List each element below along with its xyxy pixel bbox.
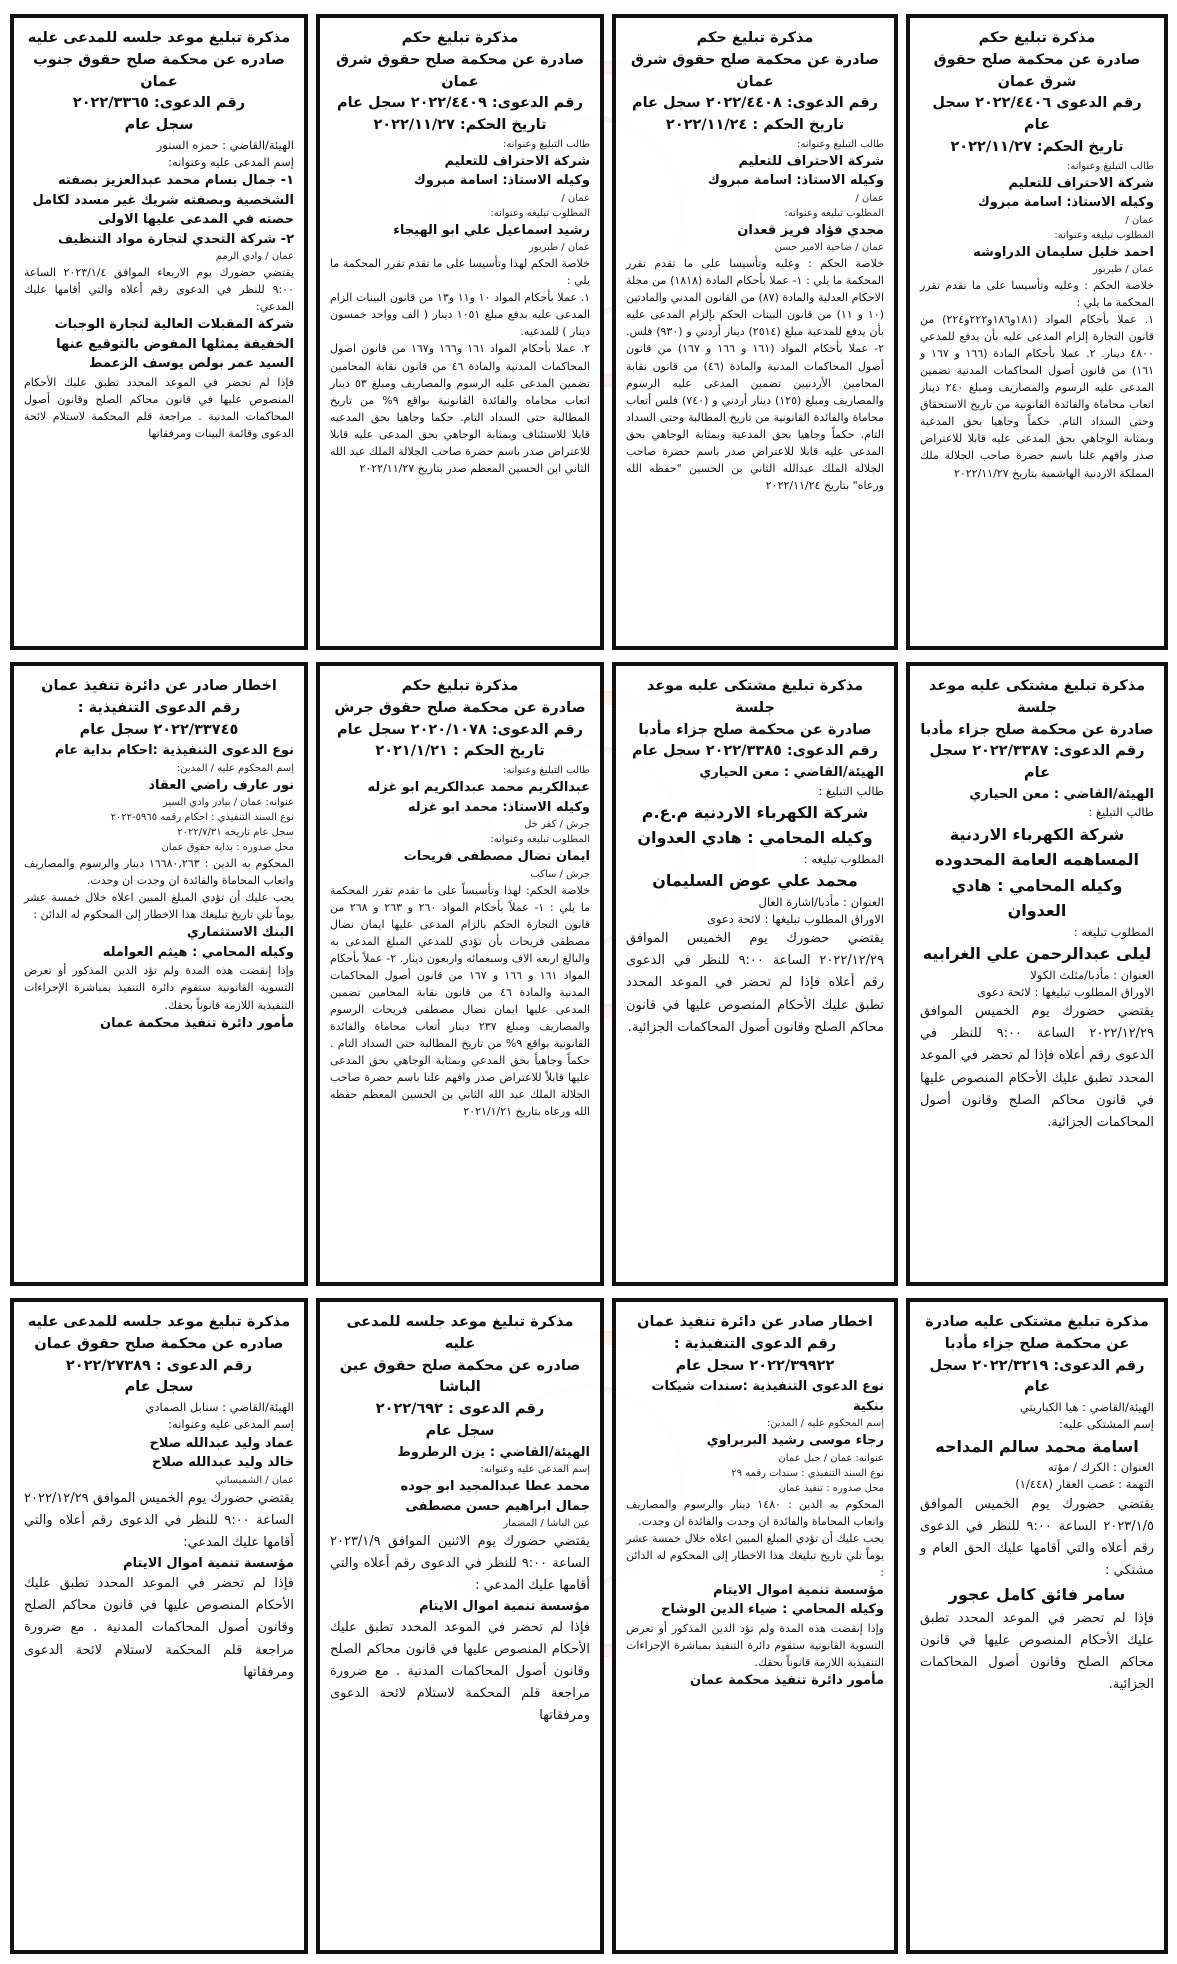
notice-line: فإذا لم تحضر في الموعد المحدد تطبق عليك الأحكام المنصوص عليها في قانون محاكم الصلح وقانون أصول المحاكمات الجزائية. <box>920 1610 1154 1692</box>
notice-line: مأمور دائرة تنفيذ محكمة عمان <box>690 1673 884 1689</box>
notice-line: عمان / ضاحية الامير حسن <box>774 242 884 254</box>
notice-line: اخطار صادر عن دائرة تنفيذ عمان <box>41 678 277 694</box>
notice-line: ٢٠٢٢/٣٩٩٢٢ سجل عام <box>675 1357 835 1374</box>
notice-line: عنوانه: عمان / بيادر وادي السير <box>162 797 294 809</box>
notice-line: خلاصة الحكم : وعليه وتأسيسا على ما تقدم تقرر المحكمة ما يلي : <box>920 279 1154 310</box>
notice-line: الهيئة/القاضي : سنابل الصمادي <box>145 1400 294 1414</box>
notice-line: محمد عطا عبدالمجيد ابو جوده <box>400 1479 590 1494</box>
notice-line: نوع الدعوى التنفيذية :احكام بداية عام <box>54 743 294 759</box>
notice-card <box>10 14 308 650</box>
notice-line: صادرة عن محكمة صلح حقوق شرق عمان <box>631 51 879 90</box>
notice-line: مذكرة تبليغ موعد جلسه للمدعى عليه <box>27 1314 291 1330</box>
notice-line: محل صدوره : بداية حقوق عمان <box>161 842 294 854</box>
notice-line: رقم الدعوى: ٢٠٢٢/٤٤٠٨ سجل عام <box>631 95 879 112</box>
notice-card <box>906 14 1168 650</box>
notice-line: مؤسسة تنمية اموال الايتام <box>123 1555 294 1571</box>
notice-line: ١- جمال بسام محمد عبدالعزيز بصفته الشخصية وبصفته شريك غير مسدد لكامل حصته في المدعى عليها الاولى <box>32 173 294 228</box>
notice-line: وكيله المحامي : هيثم العوامله <box>102 944 294 960</box>
notice-line: المطلوب تبليغه وعنوانه: <box>490 207 590 219</box>
notice-line: رجاء موسى رشيد البربراوي <box>706 1433 884 1449</box>
notice-line: مذكرة تبليغ حكم <box>696 30 814 46</box>
notice-card <box>906 662 1168 1286</box>
notice-line: العنوان : الكرك / مؤته <box>1047 1460 1154 1475</box>
notice-line: شركة الكهرباء الاردنية م.ع.م <box>641 802 869 822</box>
notice-line: طالب التبليغ وعنوانه: <box>796 138 884 150</box>
notice-line: عمان / وادي الرمم <box>215 251 294 263</box>
notice-line: نوع الدعوى التنفيذية :سندات شيكات بنكية <box>651 1379 884 1414</box>
notice-line: شركة الاحتراف للتعليم <box>444 153 590 169</box>
notice-line: رقم الدعوى التنفيذية : <box>77 699 241 716</box>
notice-line: المطلوب تبليغه وعنوانه: <box>490 834 590 845</box>
notice-line: وكيله المحامي : هادي العدوان <box>951 875 1123 921</box>
notice-line: رقم الدعوى : ٢٠٢٢/٢٧٣٨٩ <box>65 1357 253 1374</box>
notice-line: فإذا لم تحضر في الموعد المحدد تطبق عليك الأحكام المنصوص عليها في قانون محاكم الصلح وقانون أصول المحاكمات المدنية . مع ضرورة مراجعة قلم المحكمة لاستلام لائحة الدعوى ومرفقاتها <box>24 1576 294 1680</box>
notice-line: طالب التبليغ وعنوانه: <box>502 138 590 150</box>
notice-line: رقم الدعوى: ٢٠٢٢/٣٢١٩ سجل عام <box>929 1357 1145 1396</box>
notice-line: احمد خليل سليمان الدراوشه <box>973 244 1154 260</box>
notice-line: وكيله الاستاذ: اسامة مبروك <box>977 195 1154 210</box>
notice-line: إسم المدعى عليه وعنوانه: <box>168 1417 294 1432</box>
notice-line: خلاصة الحكم : وعليه وتأسيسا على ما تقدم تقرر المحكمة ما يلي : ١- عملا بأحكام المادة (١٨١٨) من مجلة الاحكام العدلية والمادة (٨٧) من القانون المدني والمادتين (١٠ و ١١) من قانون البينات الحكم بإلزام المدعى عليه بأن يدفع للمدعية مبلغ (٢٥١٤) دينار أردني و (٩٣٠) فلس. ٢- عملا بأحكام المواد (١٦١ و ١٦٦ و ١٦٧) من قانون أصول المحاكمات المدنية والمادة (٤٦) من قانون نقابة المحامين الأردنيين تضمين المدعى عليه الرسوم والمصاريف ومبلغ (١٢٥) دينار أردني و (٧٤٠) فلس أتعاب محاماة والفائدة القانونية من تاريخ المطالبة وحتى السداد التام. حكماً وجاهيا بحق المدعية وبمثابة الوجاهي بحق المدعى عليه قابلا للاعتراض صدر باسم حضرة صاحب الجلالة الملك عبدالله الثاني بن الحسين "حفظه الله ورعاه" بتاريخ ٢٠٢٢/١١/٢٤ <box>626 257 885 492</box>
notice-line: سجل عام <box>425 1422 495 1439</box>
notice-line: ٢- شركة التحدي لتجارة مواد التنظيف <box>57 231 294 247</box>
notice-line: يقتضي حضورك يوم الاربعاء الموافق ٢٠٢٣/١/٤ الساعة ٩:٠٠ للنظر في الدعوى رقم أعلاه والتي أقامها عليك المدعي: <box>24 266 295 314</box>
notice-line: شركة الاحتراف للتعليم <box>738 153 884 169</box>
notice-line: العنوان : مأدبا/اشارة العال <box>758 894 884 909</box>
notice-line: وإذا إنقضت هذه المدة ولم تؤد الدين المذكور أو تعرض التسوية القانونية ستقوم دائرة التنفيذ بمباشرة الإجراءات التنفيذية اللازمة قانوناً بحقك. <box>626 1621 884 1670</box>
notice-line: صادرة عن محكمة صلح حقوق جرش <box>334 699 586 716</box>
notice-line: ١. عملا بأحكام المواد ١٠ و١١ و١٣ من قانون البينات الزام المدعى عليه بدفع مبلغ ١٠٥١ دينار ( الف وواحد خمسون دينار ) للمدعيه. <box>330 291 591 339</box>
notice-line: مذكرة تبليغ حكم <box>978 30 1096 46</box>
notice-line: صادره عن محكمة صلح حقوق عين الباشا <box>339 1357 581 1396</box>
notice-line: طالب التبليغ وعنوانه: <box>502 765 590 776</box>
notice-line: مذكرة تبليغ مشتكى عليه موعد جلسة <box>928 678 1146 716</box>
notice-line: يقتضي حضورك يوم الاثنين الموافق ٢٠٢٣/١/٩ الساعة ٩:٠٠ للنظر في الدعوى رقم أعلاه والتي أقامها عليك المدعي : <box>330 1534 590 1594</box>
notice-line: عمان / الشميساني <box>215 1474 294 1486</box>
notice-line: مجدي فؤاد فريز قعدان <box>737 222 884 238</box>
notice-line: سامر فائق كامل عجور <box>948 1584 1126 1604</box>
notice-line: شركة المقبلات العالية لتجارة الوجبات الخفيفة يمثلها المفوض بالتوقيع عنها السيد عمر بولص يوسف الزعمط <box>54 317 294 372</box>
notice-line: رقم الدعوى ٢٠٢٢/٤٤٠٦ سجل عام <box>932 95 1142 133</box>
notice-line: رقم الدعوى: ٢٠٢٢/٣٣٨٥ سجل عام <box>631 743 879 760</box>
notice-line: خلاصة الحكم لهذا وتأسيسا على ما تقدم تقرر المحكمة ما يلي : <box>330 257 590 288</box>
notice-line: عماد وليد عبدالله صلاح <box>149 1435 294 1451</box>
notice-card <box>906 1298 1168 1954</box>
notice-line: يجب عليك أن تؤدي المبلغ المبين اعلاه خلال خمسة عشر يوماً تلي تاريخ تبليغك هذا الاخطار إلى المحكوم له الدائن : <box>626 1531 884 1579</box>
notice-card <box>316 1298 604 1954</box>
notice-line: فإذا لم تحضر في الموعد المحدد تطبق عليك الأحكام المنصوص عليها في قانون محاكم الصلح وقانون أصول المحاكمات المدنية . مراجعة قلم المحكمة لاستلام لائحة الدعوى وقائمة البينات ومرفقاتها <box>24 375 294 441</box>
notice-line: صادرة عن محكمة صلح جزاء مأدبا <box>920 721 1154 738</box>
notice-line: العنوان : مأدبا/مثلث الكولا <box>1030 967 1154 982</box>
notice-line: إسم المحكوم عليه / المدين: <box>766 1418 884 1430</box>
notice-line: خلاصة الحكم: لهذا وتأسيساً على ما تقدم تقرر المحكمة ما يلي : ١- عملاً بأحكام المواد ٢٦٠ و ٢٦٣ و ٢٦٨ من قانون التجارة الحكم بالزام المدعى عليها ايمان نضال مصطفى فريحات بأن تؤدي للمدعي المبلغ المدعى به والبالغ اربعه الاف وسبعمائه واربعون دينار. ٢- عملاً بأحكام المواد ١٦١ و ١٦٦ و ١٦٧ من قانون أصول المحاكمات المدنية والمادة ٤٦ من قانون نقابة المحامين تضمين المدعى عليها ايمان نضال مصطفى فريحات الرسوم والمصاريف ومبلغ ٢٣٧ دينار أتعاب محاماة والفائدة القانونية بواقع ٩% من تاريخ المطالبة حتى السداد التام . حكماً وجاهياً بحق المدعي وبمثابة الوجاهي بحق المدعى عليها قابلاً للاعتراض صدر وافهم علنا باسم حضرة صاحب الجلالة الملك عبد الله الثاني بن الحسين المعظم حفظه الله ورعاه بتاريخ ٢٠٢١/١/٢١ <box>330 883 591 1119</box>
notice-line: طالب التبليغ : <box>818 783 884 798</box>
notice-line: وكيله الاستاذ: محمد ابو غزله <box>407 799 590 815</box>
notice-line: المحكوم به الدين : ١٦٦٨٠,٢٦٣ دينار والرسوم والمصاريف واتعاب المحاماة والفائدة ان وجدت ان وجدت. <box>24 857 294 888</box>
notice-line: المطلوب تبليغه : <box>803 851 884 866</box>
notice-line: صادرة عن محكمة صلح حقوق شرق عمان <box>933 51 1141 90</box>
notice-line: رقم الدعوى: ٢٠٢٢/٣٣٦٥ <box>72 95 246 112</box>
notice-line: يقتضي حضورك يوم الخميس الموافق ٢٠٢٣/١/٥ الساعة ٩:٠٠ للنظر في الدعوى رقم أعلاه والتي أقامها عليك الحق العام و مشتكي : <box>920 1496 1155 1578</box>
notice-line: رقم الدعوى : ٢٠٢٢/٦٩٢ <box>375 1401 545 1417</box>
notice-line: ايمان نضال مصطفى فريحات <box>403 849 590 864</box>
notice-line: وإذا إنقضت هذه المدة ولم تؤد الدين المذكور أو تعرض التسوية القانونية ستقوم دائرة التنفيذ بمباشرة الإجراءات التنفيذية اللازمة قانوناً بحقك. <box>24 964 294 1012</box>
notice-line: سجل عام تاريخه ٢٠٢٢/٧/٣١ <box>177 827 294 839</box>
notice-line: تاريخ الحكم : ٢٠٢٢/١١/٢٤ <box>665 117 845 133</box>
notice-line: مذكرة تبليغ حكم <box>401 678 519 694</box>
notice-line: الهيئة/القاضي : يزن الرطروط <box>397 1444 590 1460</box>
notice-line: مذكرة تبليغ موعد جلسه للمدعى عليه <box>346 1314 574 1352</box>
notice-line: المطلوب تبليغه : <box>1073 924 1154 939</box>
notice-line: محل صدوره : تنفيذ عمان <box>778 1482 884 1494</box>
notice-line: نوع السند التنفيذي : احكام رقمه ٥٩٦٥-٢٠٢٢ <box>110 812 294 824</box>
notice-line: عبدالكريم محمد عبدالكريم ابو غزله <box>367 780 590 795</box>
notice-card <box>316 662 604 1286</box>
notice-line: الهيئة/القاضي : معن الحياري <box>699 765 884 780</box>
notice-line: سجل عام <box>124 117 194 133</box>
notice-line: تاريخ الحكم: ٢٠٢٢/١١/٢٧ <box>373 117 547 133</box>
notice-line: جرش / ساكب <box>530 868 590 880</box>
notice-line: وكيله المحامي : ضياء الدين الوشاح <box>661 1602 884 1618</box>
notice-line: مذكرة تبليغ حكم <box>401 30 519 46</box>
notice-line: رقم الدعوى: ٢٠٢٠/١٠٧٨ سجل عام <box>336 721 584 738</box>
notice-line: إسم المحكوم عليه / المدين: <box>176 762 294 774</box>
notice-line: رقم الدعوى: ٢٠٢٢/٤٤٠٩ سجل عام <box>336 95 584 112</box>
notice-line: وكيله المحامي : هادي العدوان <box>637 828 873 848</box>
notice-card <box>10 662 308 1286</box>
notice-line: ليلى عبدالرحمن علي الغرابيه <box>922 944 1152 964</box>
notice-card <box>10 1298 308 1954</box>
notice-line: الهيئة/القاضي : معن الحياري <box>969 786 1154 802</box>
notice-line: رقم الدعوى التنفيذية : <box>673 1335 837 1352</box>
notice-line: اسامة محمد سالم المداحه <box>935 1436 1139 1456</box>
notice-line: البنك الاستثماري <box>186 925 294 941</box>
notice-line: مذكرة تبليغ مشتكى عليه موعد جلسة <box>646 678 864 716</box>
notice-line: رقم الدعوى: ٢٠٢٢/٣٣٨٧ سجل عام <box>929 743 1145 781</box>
notice-line: نور عارف راضي العقاد <box>148 777 294 793</box>
notice-line: الهيئة/القاضي : حمزه السنور <box>156 137 294 152</box>
notice-card <box>612 14 898 650</box>
notice-line: محمد علي عوض السليمان <box>652 871 858 891</box>
notice-line: الهيئة/القاضي : هيا الكباريتي <box>1019 1400 1154 1414</box>
notice-line: تاريخ الحكم : ٢٠٢١/١/٢١ <box>375 743 545 760</box>
notice-line: عمان / <box>855 192 884 204</box>
notice-line: صادرة عن محكمة صلح جزاء مأدبا <box>638 721 872 738</box>
notice-line: سجل عام <box>124 1379 194 1396</box>
notice-line: جمال ابراهيم حسن مصطفى <box>405 1498 590 1514</box>
notice-line: عمان / طبربور <box>1092 264 1154 275</box>
notice-line: اخطار صادر عن دائرة تنفيذ عمان <box>637 1314 873 1330</box>
notice-line: الاوراق المطلوب تبليغها : لائحة دعوى <box>706 912 884 927</box>
notice-line: ١. عملا بأحكام المواد (١٨١و١٨٦و٢٢٢و٢٢٤) من قانون التجارة إلزام المدعى عليه بأن يدفع للمدعي ٤٨٠٠ دينار. ٢. عملا بأحكام المادة (١٦٦ و ١٦٧ و ١٦١) من قانون أصول المحاكمات المدنية تضمين المدعى عليه الرسوم والمصاريف ومبلغ ٢٤٠ دينار اتعاب محاماة والفائدة القانونية من تاريخ الاستحقاق وحتى السداد التام. حكماً وجاهيا بحق المدعية وبمثابة الوجاهي بحق المدعى عليه قابلا للاعتراض صدر وافهم علنا باسم حضرة صاحب الجلالة ملك المملكة الاردنية الهاشمية بتاريخ ٢٠٢٢/١١/٢٧ <box>920 313 1154 480</box>
notice-line: نوع السند التنفيذي : سندات رقمه ٢٩ <box>731 1467 884 1479</box>
notice-card <box>316 14 604 650</box>
notice-line: المحكوم به الدين : ١٤٨٠ دينار والرسوم والمصاريف واتعاب المحاماة والفائدة ان وجدت والفائدة ان وجدت. <box>626 1497 884 1528</box>
notice-line: صادره عن محكمة صلح حقوق عمان <box>34 1335 284 1352</box>
notice-line: رشيد اسماعيل علي ابو الهيجاء <box>393 222 590 238</box>
notice-line: يقتضي حضورك يوم الخميس الموافق ٢٠٢٢/١٢/٢٩ الساعة ٩:٠٠ للنظر في الدعوى رقم أعلاه فإذا لم تحضر في الموعد المحدد تطبق عليك الأحكام المنصوص عليها في قانون محاكم الصلح وقانون أصول المحاكمات الجزائية. <box>920 1004 1155 1130</box>
notice-line: يجب عليك أن تؤدي المبلغ المبين اعلاه خلال خمسة عشر يوماً تلي تاريخ تبليغك هذا الاخطار إلى المحكوم له الدائن : <box>24 891 294 922</box>
notice-line: مأمور دائرة تنفيذ محكمة عمان <box>100 1015 294 1031</box>
notice-line: يقتضي حضورك يوم الخميس الموافق ٢٠٢٢/١٢/٢٩ الساعة ٩:٠٠ للنظر في الدعوى رقم أعلاه فإذا لم تحضر في الموعد المحدد تطبق عليك الأحكام المنصوص عليها في قانون محاكم الصلح وقانون أصول المحاكمات الجزائية. <box>626 931 885 1035</box>
notice-line: عنوانه: عمان / جبل عمان <box>778 1452 884 1464</box>
notice-card <box>612 1298 898 1954</box>
notice-line: عمان / <box>561 192 590 204</box>
notice-line: شركة الاحتراف للتعليم <box>1008 175 1154 191</box>
notice-card <box>612 662 898 1286</box>
notice-line: التهمة : غصب العقار (١/٤٤٨) <box>1015 1477 1154 1492</box>
notice-line: وكيله الاستاذ: اسامة مبروك <box>707 173 884 189</box>
notice-line: المطلوب تبليغه وعنوانه: <box>1054 229 1154 241</box>
notice-line: وكيله الاستاذ: اسامة مبروك <box>413 173 590 189</box>
notice-line: ٢. عملا بأحكام المواد ١٦١ و١٦٦ و١٦٧ من قانون اصول المحاكمات المدنية والمادة ٤٦ من قانون نقابة المحامين تضمين المدعى عليه الرسوم والمصاريف ومبلغ ٥٣ دينار اتعاب محاماه والفائدة القانونية بواقع ٩% من تاريخ المطالبة حتى السداد التام. حكما وجاهيا بحق المدعيه قابلا للاستئناف وبمثابة الوجاهي بحق المدعى عليه قابلا للاعتراض صدر باسم حضرة صاحب الجلالة الملك عبد الله الثاني ابن الحسين المعظم صدر بتاريخ ٢٠٢٢/١١/٢٧ <box>330 342 591 475</box>
notice-line: فإذا لم تحضر في الموعد المحدد تطبق عليك الأحكام المنصوص عليها في قانون محاكم الصلح وقانون أصول المحاكمات المدنية . مع ضرورة مراجعة قلم المحكمة لاستلام لائحة الدعوى ومرفقاتها <box>330 1619 590 1724</box>
notice-line: مذكرة تبليغ موعد جلسه للمدعى عليه صادره عن محكمة صلح حقوق جنوب عمان <box>27 30 291 90</box>
notice-line: مذكرة تبليغ مشتكى عليه صادرة عن محكمة صلح جزاء مأدبا <box>925 1314 1149 1352</box>
notice-line: مؤسسة تنمية اموال الايتام <box>419 1599 590 1615</box>
notice-line: إسم المدعى عليه وعنوانه: <box>480 1464 590 1475</box>
notice-line: إسم المشتكى عليه: <box>1059 1417 1154 1432</box>
notice-line: عين الباشا / المضمار <box>503 1518 590 1529</box>
notice-line: عمان / طبربور <box>528 242 590 254</box>
notice-line: صادرة عن محكمة صلح حقوق شرق عمان <box>336 51 584 90</box>
notice-line: شركة الكهرباء الاردنية المساهمه العامة المحدوده <box>935 824 1139 870</box>
notice-line: المطلوب تبليغه وعنوانه: <box>784 207 884 219</box>
notice-line: جرش / كفر خل <box>524 819 590 830</box>
notice-line: إسم المدعى عليه وعنوانه: <box>168 155 294 169</box>
notice-line: طالب التبليغ وعنوانه: <box>1066 160 1154 172</box>
notice-line: الاوراق المطلوب تبليغها : لائحة دعوى <box>976 984 1154 999</box>
notice-line: عمان / <box>1125 214 1154 226</box>
notice-line: ٢٠٢٢/٣٣٧٤٥ سجل عام <box>79 721 239 738</box>
notice-line: تاريخ الحكم: ٢٠٢٢/١١/٢٧ <box>950 138 1124 155</box>
notice-line: طالب التبليغ : <box>1088 805 1154 820</box>
notice-line: يقتضي حضورك يوم الخميس الموافق ٢٠٢٢/١٢/٢٩ الساعة ٩:٠٠ للنظر في الدعوى رقم أعلاه والتي أقامها عليك المدعي: <box>24 1490 294 1550</box>
notice-line: خالد وليد عبدالله صلاح <box>151 1455 294 1470</box>
notice-line: مؤسسة تنمية اموال الايتام <box>713 1582 884 1598</box>
